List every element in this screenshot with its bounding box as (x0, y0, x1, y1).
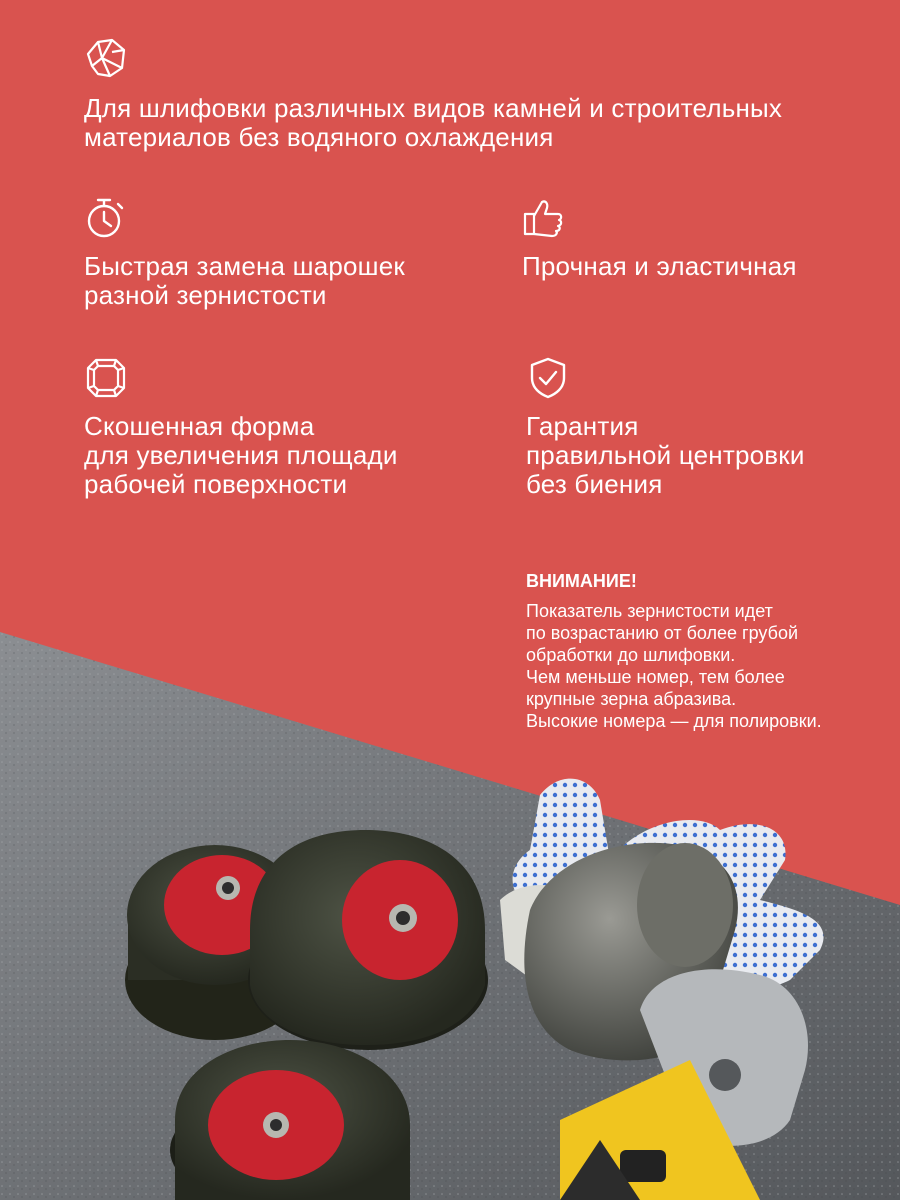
feature-text: Скошенная форма для увеличения площади рабочей поверхности (84, 411, 398, 499)
gem-icon (84, 356, 128, 400)
thumbs-up-icon (522, 196, 566, 240)
feature-text: Быстрая замена шарошек разной зернистости (84, 251, 405, 310)
abrasive-wheel-3 (170, 1040, 410, 1200)
warning-title: ВНИМАНИЕ! (526, 571, 637, 591)
feature-text: Для шлифовки различных видов камней и строительных материалов без водяного охлаждения (84, 93, 783, 152)
shield-check-icon (526, 356, 570, 400)
feature-beveled-shape (84, 356, 398, 499)
feature-stone (84, 36, 782, 152)
feature-text: Гарантия правильной центровки без биения (526, 411, 805, 499)
warning-body: Показатель зернистости идет по возрастанию от более грубой обработки до шлифовки. Чем меньше номер, тем более крупные зерна абразива. Высокие номера — для полировки. (526, 601, 822, 731)
abrasive-wheel-2 (248, 830, 488, 1050)
feature-durable (522, 196, 797, 281)
feature-text: Прочная и эластичная (522, 251, 797, 281)
feature-guarantee (526, 356, 805, 499)
stone-icon (84, 36, 128, 80)
warning-block (526, 570, 886, 732)
feature-quick-change (84, 196, 405, 310)
stopwatch-icon (84, 196, 128, 240)
